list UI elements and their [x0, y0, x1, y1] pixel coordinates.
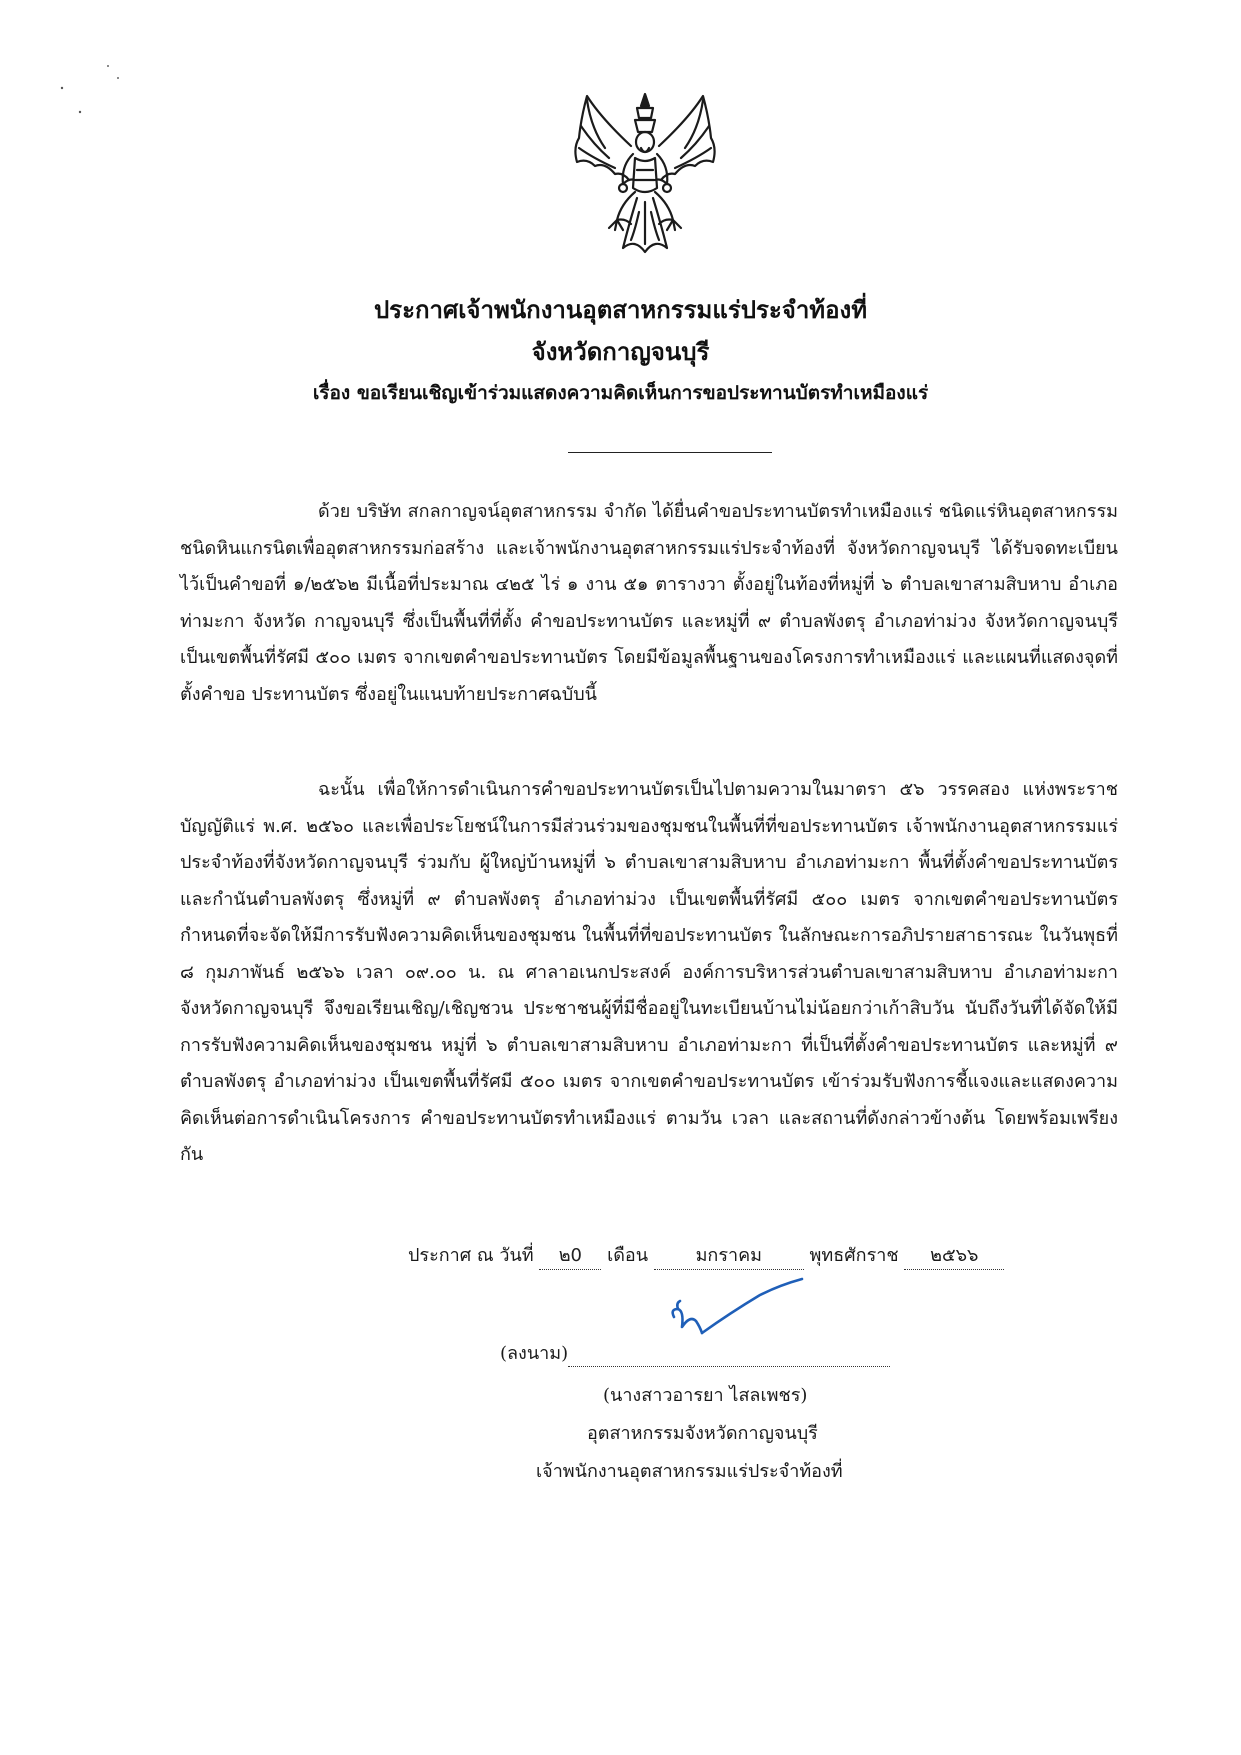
body-paragraph-2: ฉะนั้น เพื่อให้การดำเนินการคำขอประทานบัตรเป็นไปตามความในมาตรา ๕๖ วรรคสอง แห่งพระราชบัญญัติแร่ พ.ศ. ๒๕๖๐ และเพื่อประโยชน์ในการมีส่วนร่วมของชุมชนในพื้นที่ที่ขอประทานบัตร เจ้าพนักงานอุตสาหกรรมแร่ประจำท้องที่จังหวัดกาญจนบุรี ร่วมกับ ผู้ใหญ่บ้านหมู่ที่ ๖ ตำบลเขาสามสิบหาบ อำเภอท่ามะกา พื้นที่ตั้งคำขอประทานบัตร และกำนันตำบลพังตรุ ซึ่งหมู่ที่ ๙ ตำบลพังตรุ อำเภอท่าม่วง เป็นเขตพื้นที่รัศมี ๕๐๐ เมตร จากเขตคำขอประทานบัตร กำหนดที่จะจัดให้มีการรับฟังความคิดเห็นของชุมชน ในพื้นที่ที่ขอประทานบัตร ในลักษณะการอภิปรายสาธารณะ ในวันพุธที่ ๘ กุมภาพันธ์ ๒๕๖๖ เวลา ๐๙.๐๐ น. ณ ศาลาอเนกประสงค์ องค์การบริหารส่วนตำบลเขาสามสิบหาบ อำเภอท่ามะกา จังหวัดกาญจนบุรี จึงขอเรียนเชิญ/เชิญชวน ประชาชนผู้ที่มีชื่ออยู่ในทะเบียนบ้านไม่น้อยกว่าเก้าสิบวัน นับถึงวันที่ได้จัดให้มี การรับฟังความคิดเห็นของชุมชน หมู่ที่ ๖ ตำบลเขาสามสิบหาบ อำเภอท่ามะกา ที่เป็นที่ตั้งคำขอประทานบัตร และหมู่ที่ ๙ ตำบลพังตรุ อำเภอท่าม่วง เป็นเขตพื้นที่รัศมี ๕๐๐ เมตร จากเขตคำขอประทานบัตร เข้าร่วมรับฟังการชี้แจงและแสดงความคิดเห็นต่อการดำเนินโครงการ คำขอประทานบัตรทำเหมืองแร่ ตามวัน เวลา และสถานที่ดังกล่าวข้างต้น โดยพร้อมเพรียงกัน: [180, 779, 1118, 1165]
signature-line: [500, 1338, 890, 1367]
province-title: จังหวัดกาญจนบุรี: [531, 337, 710, 366]
announcement-title: ประกาศเจ้าพนักงานอุตสาหกรรมแร่ประจำท้องที่: [373, 295, 868, 324]
signature-dotted-line: [568, 1348, 890, 1367]
signer-position-2: เจ้าพนักงานอุตสาหกรรมแร่ประจำท้องที่: [536, 1461, 843, 1482]
garuda-emblem-icon: [565, 88, 725, 256]
date-month-label: เดือน: [607, 1245, 649, 1266]
signed-label: (ลงนาม): [500, 1343, 569, 1364]
date-month: มกราคม: [654, 1240, 804, 1270]
announcement-date: [408, 1240, 1004, 1270]
subject-line: เรื่อง ขอเรียนเชิญเข้าร่วมแสดงความคิดเห็นการขอประทานบัตรทำเหมืองแร่: [312, 382, 929, 404]
signer-position-1: อุตสาหกรรมจังหวัดกาญจนบุรี: [587, 1423, 818, 1444]
signer-name: (นางสาวอารยา ไสลเพชร): [603, 1385, 808, 1406]
title-divider: [568, 452, 772, 453]
body-paragraph-1: ด้วย บริษัท สกลกาญจน์อุตสาหกรรม จำกัด ได้ยื่นคำขอประทานบัตรทำเหมืองแร่ ชนิดแร่หินอุตสาหกรรมชนิดหินแกรนิตเพื่ออุตสาหกรรมก่อสร้าง และเจ้าพนักงานอุตสาหกรรมแร่ประจำท้องที่ จังหวัดกาญจนบุรี ได้รับจดทะเบียนไว้เป็นคำขอที่ ๑/๒๕๖๒ มีเนื้อที่ประมาณ ๔๒๕ ไร่ ๑ งาน ๕๑ ตารางวา ตั้งอยู่ในท้องที่หมู่ที่ ๖ ตำบลเขาสามสิบหาบ อำเภอท่ามะกา จังหวัด กาญจนบุรี ซึ่งเป็นพื้นที่ที่ตั้ง คำขอประทานบัตร และหมู่ที่ ๙ ตำบลพังตรุ อำเภอท่าม่วง จังหวัดกาญจนบุรี เป็นเขตพื้นที่รัศมี ๕๐๐ เมตร จากเขตคำขอประทานบัตร โดยมีข้อมูลพื้นฐานของโครงการทำเหมืองแร่ และแผนที่แสดงจุดที่ตั้งคำขอ ประทานบัตร ซึ่งอยู่ในแนบท้ายประกาศฉบับนี้: [180, 501, 1118, 705]
date-year-label: พุทธศักราช: [809, 1245, 899, 1266]
handwritten-signature: [660, 1275, 810, 1345]
date-prefix: ประกาศ ณ วันที่: [408, 1245, 534, 1266]
date-day: ๒0: [539, 1240, 601, 1270]
scan-specks: [50, 50, 130, 130]
date-year: ๒๕๖๖: [904, 1240, 1004, 1270]
